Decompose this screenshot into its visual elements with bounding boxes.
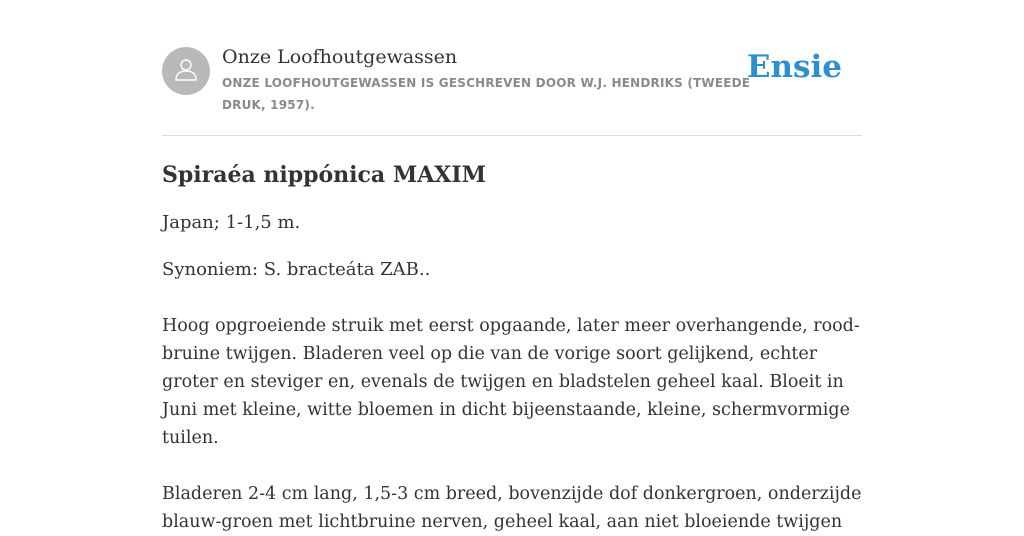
page-header [162,40,862,136]
article-heading: Spiraéa nippónica MAXIM [162,162,486,188]
author-avatar[interactable] [162,47,210,95]
article-synonym: Synoniem: S. bracteáta ZAB.. [162,259,431,280]
book-title[interactable]: Onze Loofhoutgewassen [222,46,458,68]
article-paragraph: Hoog opgroeiende struik met eerst opgaande, later meer overhangende, rood-bruine twijgen. Bladeren veel op die van de vorige soort gelijkend, echter groter en steviger en, evenals de twijgen en bladstelen geheel kaal. Bloeit in Juni met kleine, witte bloemen in dicht bijeenstaande, kleine, schermvormige tuilen. [162,316,860,448]
article-paragraph: Bladeren 2-4 cm lang, 1,5-3 cm breed, bovenzijde dof donkergroen, onderzijde blauw-groen met lichtbruine nerven, geheel kaal, aan niet bloeiende twijgen [162,484,862,532]
book-subtitle: ONZE LOOFHOUTGEWASSEN IS GESCHREVEN DOOR W.J. HENDRIKS (TWEEDE DRUK, 1957). [222,76,751,112]
article-content [162,155,862,536]
article-origin: Japan; 1-1,5 m. [162,212,301,233]
user-icon [173,56,199,86]
ensie-logo[interactable]: Ensie [746,49,842,85]
